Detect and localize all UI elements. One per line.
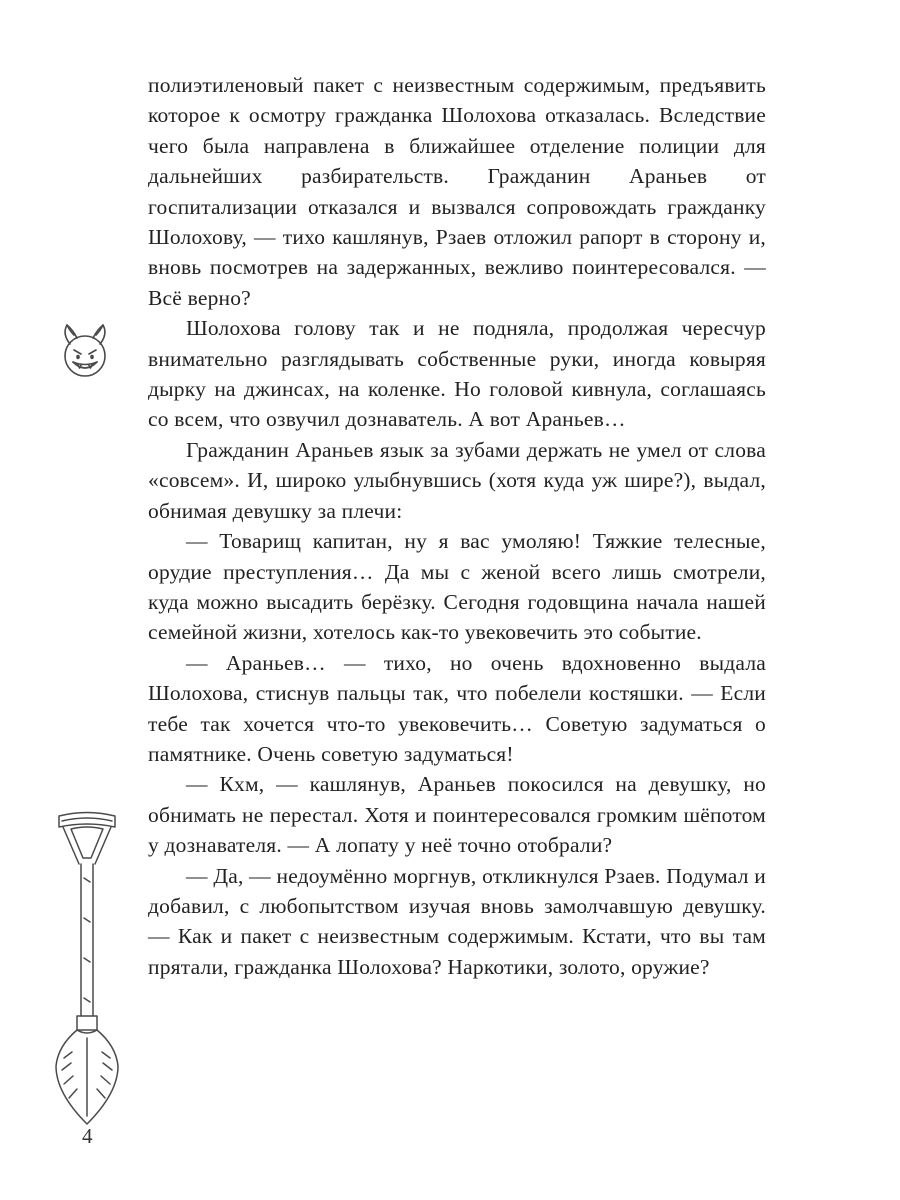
page-number: 4: [82, 1124, 93, 1148]
paragraph: — Товарищ капитан, ну я вас умоляю! Тяжкие телесные, орудие преступления… Да мы с женой всего лишь смотрели, куда можно высадить берёзку. Сегодня годовщина начала нашей семейной жизни, хотелось как-то увековечить это событие.: [148, 529, 766, 645]
paragraph: — Да, — недоумённо моргнув, откликнулся Рзаев. Подумал и добавил, с любопытством изучая вновь замолчавшую девушку. — Как и пакет с неизвестным содержимым. Кстати, что вы там прятали, гражданка Шолохова? Наркотики, золото, оружие?: [148, 863, 766, 979]
paragraph: Гражданин Араньев язык за зубами держать не умел от слова «совсем». И, широко улыбнувшись (хотя куда уж шире?), выдал, обнимая девушку за плечи:: [148, 437, 766, 523]
devil-emoji-icon: [54, 320, 116, 382]
page-text: [148, 70, 766, 982]
paragraph: полиэтиленовый пакет с неизвестным содержимым, предъявить которое к осмотру гражданка Шолохова отказалась. Вследствие чего была направлена в ближайшее отделение полиции для дальнейших разбирательств. Гражданин Араньев от госпитализации отказался и вызвался сопровождать гражданку Шолохову, — тихо кашлянув, Рзаев отложил рапорт в сторону и, вновь посмотрев на задержанных, вежливо поинтересовался. — Всё верно?: [148, 73, 766, 310]
paragraph: — Араньев… — тихо, но очень вдохновенно выдала Шолохова, стиснув пальцы так, что побелели костяшки. — Если тебе так хочется что-то увековечить… Советую задуматься о памятнике. Очень советую задуматься!: [148, 650, 766, 766]
shovel-icon: [42, 808, 132, 1128]
paragraph: — Кхм, — кашлянув, Араньев покосился на девушку, но обнимать не перестал. Хотя и поинтересовался громким шёпотом у дознавателя. — А лопату у неё точно отобрали?: [148, 772, 766, 858]
paragraph: Шолохова голову так и не подняла, продолжая чересчур внимательно разглядывать собственные руки, иногда ковыряя дырку на джинсах, на коленке. Но головой кивнула, соглашаясь со всем, что озвучил дознаватель. А вот Араньев…: [148, 316, 766, 432]
